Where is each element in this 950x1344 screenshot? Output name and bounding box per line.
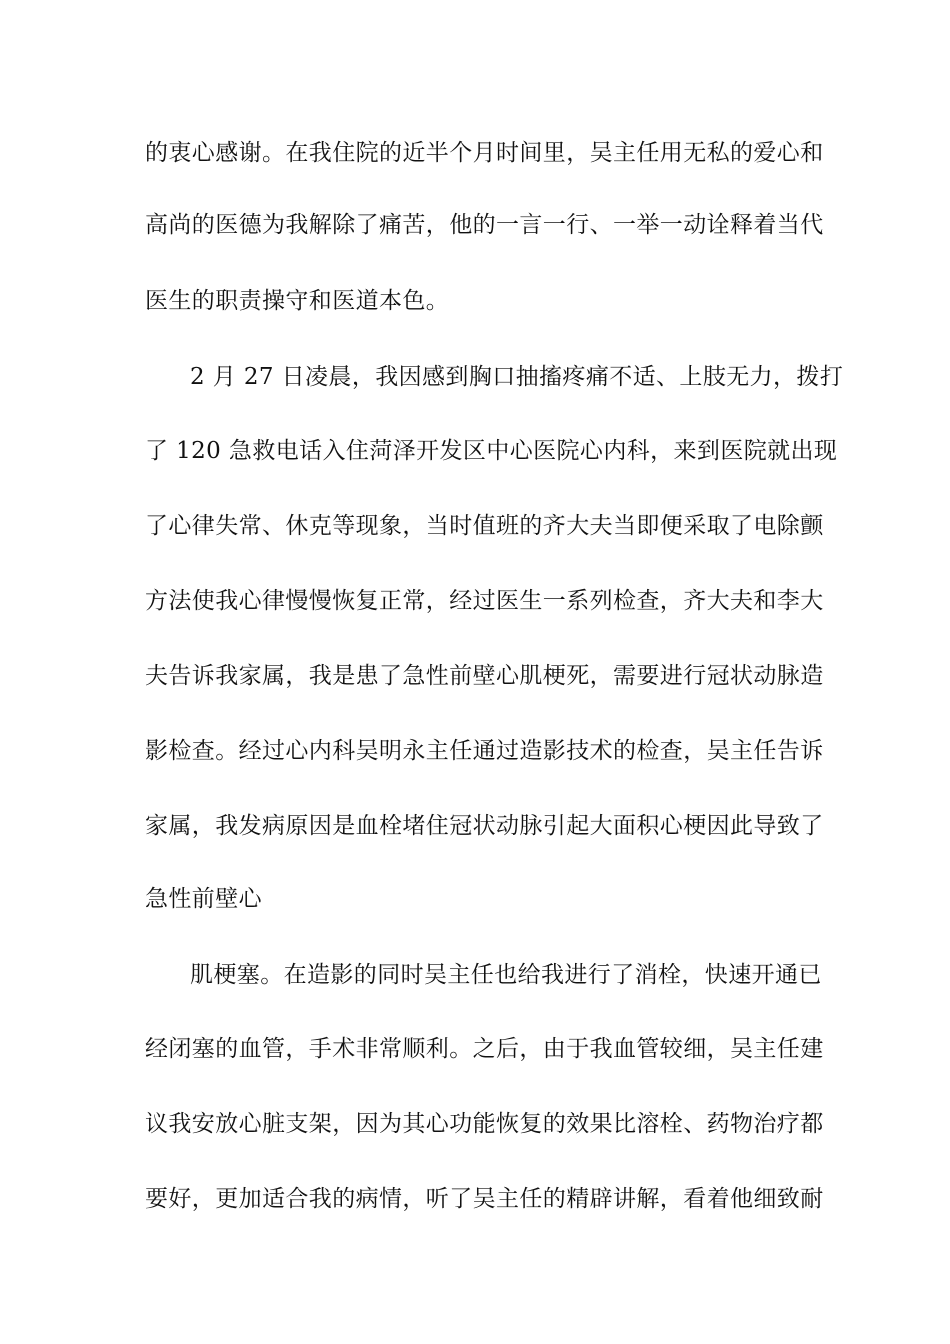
text-line: 夫告诉我家属，我是患了急性前壁心肌梗死，需要进行冠状动脉造 — [145, 663, 824, 689]
text-line: 要好，更加适合我的病情，听了吴主任的精辟讲解，看着他细致耐 — [145, 1186, 824, 1212]
text-line: 急性前壁心 — [145, 886, 262, 912]
text-line: 方法使我心律慢慢恢复正常，经过医生一系列检查，齐大夫和李大 — [145, 588, 824, 614]
text-line: 高尚的医德为我解除了痛苦，他的一言一行、一举一动诠释着当代 — [145, 212, 824, 238]
text-line: 经闭塞的血管，手术非常顺利。之后，由于我血管较细，吴主任建 — [145, 1036, 824, 1062]
text-line: 影检查。经过心内科吴明永主任通过造影技术的检查，吴主任告诉 — [145, 738, 824, 764]
text-line: 的衷心感谢。在我住院的近半个月时间里，吴主任用无私的爱心和 — [145, 140, 824, 166]
text-line: 议我安放心脏支架，因为其心功能恢复的效果比溶栓、药物治疗都 — [145, 1111, 824, 1137]
text-line: 家属，我发病原因是血栓堵住冠状动脉引起大面积心梗因此导致了 — [145, 813, 824, 839]
text-line: 了心律失常、休克等现象，当时值班的齐大夫当即便采取了电除颤 — [145, 513, 824, 539]
text-line: 医生的职责操守和医道本色。 — [145, 288, 450, 314]
text-line: 2 月 27 日凌晨，我因感到胸口抽搐疼痛不适、上肢无力，拨打 — [190, 364, 844, 390]
text-line: 了 120 急救电话入住菏泽开发区中心医院心内科，来到医院就出现 — [145, 438, 838, 464]
text-line: 肌梗塞。在造影的同时吴主任也给我进行了消栓，快速开通已 — [190, 962, 822, 988]
